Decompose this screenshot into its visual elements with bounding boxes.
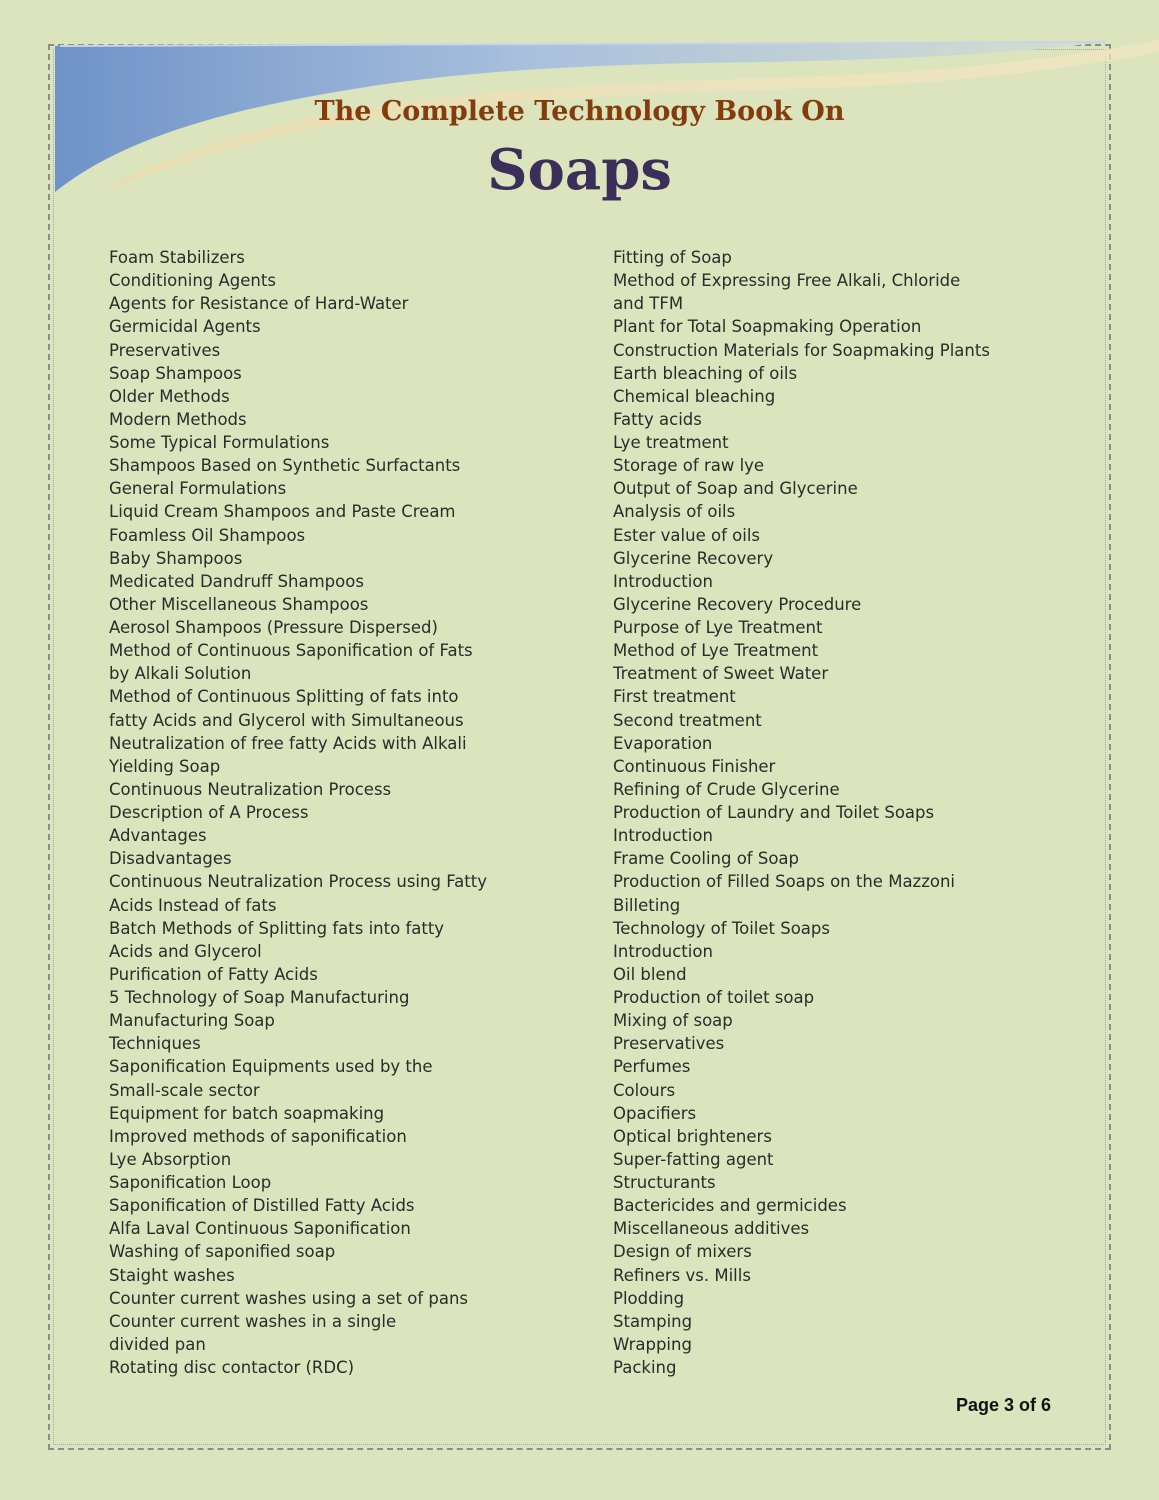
toc-entry: Advantages (109, 826, 207, 846)
toc-entry: Storage of raw lye (613, 456, 765, 476)
toc-entry: Agents for Resistance of Hard-Water (109, 294, 409, 314)
toc-entry: Structurants (613, 1173, 716, 1192)
toc-entry: Medicated Dandruff Shampoos (109, 571, 364, 591)
toc-entry: Treatment of Sweet Water (613, 664, 829, 684)
toc-entry: Other Miscellaneous Shampoos (109, 594, 369, 614)
toc-entry: Introduction (613, 571, 713, 591)
toc-entry: Lye treatment (613, 433, 729, 452)
toc-entry: Introduction (613, 826, 713, 846)
toc-entry: Germicidal Agents (109, 317, 261, 337)
toc-entry: Plant for Total Soapmaking Operation (613, 317, 922, 337)
toc-entry: Aerosol Shampoos (Pressure Dispersed) (109, 618, 438, 637)
toc-entry: Glycerine Recovery Procedure (613, 594, 862, 614)
toc-entry: Small-scale sector (109, 1080, 260, 1100)
toc-entry: Wrapping (613, 1334, 692, 1354)
toc-entry: Miscellaneous additives (613, 1219, 810, 1239)
toc-entry: Rotating disc contactor (RDC) (109, 1358, 355, 1377)
toc-entry: Washing of saponified soap (109, 1242, 336, 1262)
toc-entry: Colours (613, 1080, 676, 1100)
toc-entry: Counter current washes in a single (109, 1311, 397, 1331)
toc-entry: Refiners vs. Mills (613, 1265, 751, 1285)
toc-entry: Conditioning Agents (109, 271, 276, 291)
toc-entry: Production of Laundry and Toilet Soaps (613, 803, 935, 822)
toc-entry: divided pan (109, 1334, 206, 1354)
toc-entry: and TFM (613, 294, 684, 314)
contents-right-column (613, 246, 1083, 1379)
toc-entry: Mixing of soap (613, 1011, 733, 1031)
toc-entry: Glycerine Recovery (613, 548, 774, 568)
toc-entry: Plodding (613, 1288, 685, 1308)
toc-entry: Method of Lye Treatment (613, 641, 819, 661)
toc-entry: by Alkali Solution (109, 664, 252, 684)
toc-entry: 5 Technology of Soap Manufacturing (109, 988, 410, 1007)
toc-entry: Neutralization of free fatty Acids with Alkali (109, 733, 467, 753)
toc-entry: Production of Filled Soaps on the Mazzoni (613, 872, 956, 892)
toc-entry: Alfa Laval Continuous Saponification (109, 1219, 411, 1239)
toc-entry: General Formulations (109, 479, 287, 499)
title-block (0, 92, 1159, 208)
toc-entry: Production of toilet soap (613, 988, 815, 1007)
toc-entry: Foamless Oil Shampoos (109, 525, 306, 545)
toc-entry: Stamping (613, 1311, 693, 1331)
toc-entry: Techniques (109, 1034, 201, 1054)
toc-entry: Oil blend (613, 964, 687, 984)
toc-entry: Purpose of Lye Treatment (613, 618, 823, 637)
book-title: Soaps (487, 137, 672, 203)
toc-entry: Evaporation (613, 733, 713, 753)
toc-entry: Introduction (613, 941, 713, 961)
toc-entry: Staight washes (109, 1265, 235, 1285)
toc-entry: Continuous Finisher (613, 756, 776, 776)
toc-entry: Fatty acids (613, 409, 702, 429)
toc-entry: Acids and Glycerol (109, 941, 262, 961)
toc-entry: Improved methods of saponification (109, 1126, 407, 1146)
toc-entry: Bactericides and germicides (613, 1196, 847, 1216)
toc-entry: Refining of Crude Glycerine (613, 779, 840, 799)
toc-entry: Liquid Cream Shampoos and Paste Cream (109, 502, 456, 522)
toc-entry: Modern Methods (109, 409, 247, 429)
toc-entry: Saponification Equipments used by the (109, 1057, 433, 1077)
toc-entry: Packing (613, 1358, 677, 1377)
toc-entry: Design of mixers (613, 1242, 752, 1262)
toc-entry: Manufacturing Soap (109, 1011, 275, 1031)
toc-entry: Frame Cooling of Soap (613, 849, 800, 869)
toc-entry: Second treatment (613, 710, 762, 730)
toc-entry: Some Typical Formulations (109, 433, 330, 452)
toc-entry: Soap Shampoos (109, 363, 242, 383)
toc-entry: Technology of Toilet Soaps (613, 918, 830, 938)
page-number: Page 3 of 6 (955, 1395, 1051, 1415)
toc-entry: Acids Instead of fats (109, 895, 277, 915)
toc-entry: Billeting (613, 895, 681, 915)
toc-entry: Saponification Loop (109, 1173, 272, 1192)
toc-entry: Foam Stabilizers (109, 248, 245, 267)
toc-entry: Earth bleaching of oils (613, 363, 798, 383)
toc-entry: First treatment (613, 687, 736, 707)
toc-entry: Lye Absorption (109, 1149, 232, 1169)
contents-left-column (109, 246, 579, 1379)
toc-entry: Fitting of Soap (613, 248, 732, 267)
toc-entry: Output of Soap and Glycerine (613, 479, 858, 499)
toc-entry: Optical brighteners (613, 1126, 772, 1146)
toc-entry: Batch Methods of Splitting fats into fatty (109, 918, 445, 938)
toc-entry: Baby Shampoos (109, 548, 243, 568)
toc-entry: Yielding Soap (109, 756, 221, 776)
toc-entry: Construction Materials for Soapmaking Plants (613, 340, 990, 360)
toc-entry: Counter current washes using a set of pans (109, 1288, 469, 1308)
toc-entry: Continuous Neutralization Process (109, 779, 392, 799)
toc-entry: Description of A Process (109, 803, 309, 822)
toc-entry: Preservatives (109, 340, 221, 360)
toc-entry: Disadvantages (109, 849, 232, 869)
toc-entry: Equipment for batch soapmaking (109, 1103, 385, 1123)
toc-entry: Purification of Fatty Acids (109, 964, 318, 984)
book-subtitle: The Complete Technology Book On (314, 96, 845, 127)
toc-entry: Saponification of Distilled Fatty Acids (109, 1196, 415, 1216)
toc-entry: Method of Expressing Free Alkali, Chloride (613, 271, 961, 291)
toc-entry: fatty Acids and Glycerol with Simultaneous (109, 710, 464, 730)
toc-entry: Continuous Neutralization Process using Fatty (109, 872, 487, 892)
toc-entry: Chemical bleaching (613, 386, 776, 406)
toc-entry: Older Methods (109, 386, 230, 406)
toc-entry: Super-fatting agent (613, 1149, 774, 1169)
toc-entry: Method of Continuous Saponification of Fats (109, 641, 473, 661)
toc-entry: Opacifiers (613, 1103, 697, 1123)
toc-entry: Perfumes (613, 1057, 691, 1077)
toc-entry: Method of Continuous Splitting of fats into (109, 687, 459, 707)
toc-entry: Preservatives (613, 1034, 725, 1054)
toc-entry: Shampoos Based on Synthetic Surfactants (109, 456, 461, 476)
toc-entry: Analysis of oils (613, 502, 736, 522)
toc-entry: Ester value of oils (613, 525, 760, 545)
